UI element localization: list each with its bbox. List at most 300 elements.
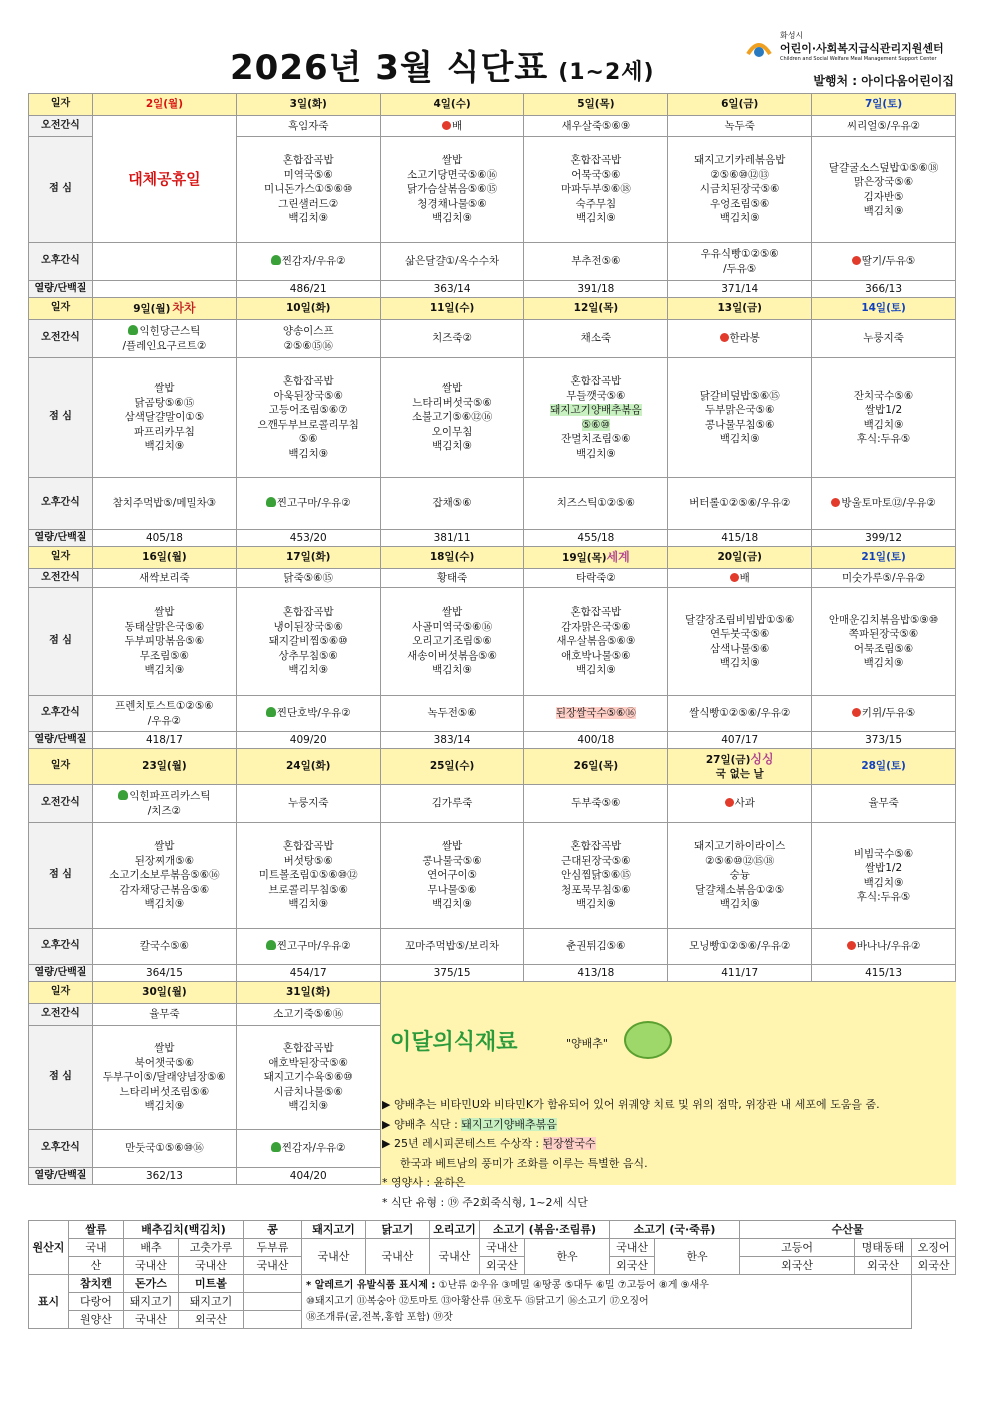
day-header	[380, 94, 524, 116]
pm-snack-text: 쌀식빵①②⑤⑥/우유②	[689, 707, 791, 720]
day-header	[380, 749, 524, 785]
origin-cell: 국내산	[302, 1239, 366, 1275]
energy-protein-text: 375/15	[433, 966, 471, 979]
page-title: 2026년 3월 식단표 (1~2세)	[230, 48, 655, 88]
ingredient-line1: ▶ 양배추는 비타민U와 비타민K가 함유되어 있어 위궤양 치료 및 위의 점막, 위장관 내 세포에 도움을 줌.	[382, 1098, 880, 1111]
origin-cell: 다랑어	[69, 1293, 124, 1311]
pm-snack	[236, 929, 380, 965]
lunch-menu-text: 혼합잡곡밥 근대된장국⑤⑥ 안심찜닭⑤⑥⑮ 청포묵무침⑤⑥ 백김치⑨	[560, 840, 631, 911]
energy-protein-text: 415/13	[865, 966, 903, 979]
lunch-menu	[812, 358, 956, 478]
lunch-menu	[380, 137, 524, 243]
day-header	[236, 982, 380, 1004]
lunch-menu	[380, 823, 524, 929]
day-label: 31일(화)	[285, 986, 331, 999]
lunch-menu	[236, 823, 380, 929]
day-header	[524, 547, 668, 569]
day-header	[236, 547, 380, 569]
origin-header: 수산물	[740, 1221, 956, 1239]
lunch-menu-text: 잔치국수⑤⑥ 쌀밥1/2 백김치⑨ 후식:두유⑤	[853, 389, 914, 445]
origin-cell: 국내산	[366, 1239, 430, 1275]
holiday-cell: 대체공휴일	[93, 116, 237, 243]
lunch-line: 잔멸치조림⑤⑥	[561, 433, 631, 445]
ingredient-line2: ▶ 양배추 식단 : 돼지고기양배추볶음	[382, 1117, 557, 1131]
row-label: 오후간식	[29, 478, 93, 530]
am-snack	[668, 569, 812, 588]
pm-snack-text: 잡채⑤⑥	[432, 497, 472, 510]
origin-cell: 두부류	[244, 1239, 302, 1257]
lunch-menu	[812, 588, 956, 696]
energy-protein-text: 400/18	[577, 733, 615, 746]
row-label: 오후간식	[29, 243, 93, 281]
am-snack-text: 새우살죽⑤⑥⑨	[561, 119, 631, 132]
row-label: 점 심	[29, 137, 93, 243]
lunch-menu-text: 혼합잡곡밥 어묵국⑤⑥ 마파두부⑤⑥⑱ 숙주무침 백김치⑨	[560, 154, 631, 225]
origin-header: 쌀류	[69, 1221, 124, 1239]
origin-cell: 오징어	[912, 1239, 956, 1257]
row-label: 열량/단백질	[29, 965, 93, 982]
lunch-menu	[668, 358, 812, 478]
pm-snack	[93, 478, 237, 530]
display-label: 표시	[29, 1275, 69, 1329]
day-tag: 세계	[606, 549, 630, 564]
am-snack-text: 누룽지죽	[287, 797, 329, 810]
ingredient-line3: ▶ 25년 레시피콘테스트 수상작 : 된장쌀국수	[382, 1137, 596, 1150]
energy-protein-text: 455/18	[577, 531, 615, 544]
origin-header: 소고기 (볶음·조림류)	[480, 1221, 610, 1239]
pm-snack-text: 모닝빵①②⑤⑥/우유②	[689, 940, 791, 953]
am-snack-text: 누룽지죽	[863, 332, 904, 345]
pm-snack	[524, 243, 668, 281]
pm-snack-text: 칼국수⑤⑥	[139, 940, 190, 953]
day-label: 27일(금)	[705, 753, 751, 766]
row-label: 점 심	[29, 358, 93, 478]
org-name: 어린이·사회복지급식관리지원센터	[780, 42, 944, 55]
origin-header: 참치캔	[69, 1275, 124, 1293]
lunch-menu-text: 돼지고기하이라이스 ②⑤⑥⑩⑫⑮⑱ 숭늉 달걀채소볶음①②⑤ 백김치⑨	[694, 840, 786, 911]
energy-protein-text: 409/20	[289, 733, 327, 746]
pm-snack	[236, 478, 380, 530]
origin-cell: 국내	[69, 1239, 124, 1257]
origin-cell: 산	[69, 1257, 124, 1275]
apple-icon	[730, 573, 739, 582]
lunch-menu	[524, 588, 668, 696]
energy-protein	[236, 1168, 380, 1185]
day-header	[812, 298, 956, 320]
origin-cell: 돼지고기	[124, 1293, 179, 1311]
energy-protein-text: 453/20	[289, 531, 327, 544]
origin-cell: 명태동태	[855, 1239, 912, 1257]
row-label: 열량/단백질	[29, 1168, 93, 1185]
lunch-line: ⑤⑥⑩	[581, 418, 611, 431]
pm-snack	[93, 696, 237, 732]
apple-icon	[442, 121, 451, 130]
lunch-menu-text: 돼지고기카레볶음밥 ②⑤⑥⑩⑫⑬ 시금치된장국⑤⑥ 우엉조림⑤⑥ 백김치⑨	[694, 154, 786, 225]
pm-snack-text: 꼬마주먹밥⑤/보리차	[405, 940, 500, 953]
energy-protein	[236, 281, 380, 298]
pm-snack	[812, 478, 956, 530]
lunch-menu-text: 쌀밥 사골미역국⑤⑥⑯ 오리고기조림⑤⑥ 새송이버섯볶음⑤⑥ 백김치⑨	[407, 606, 497, 677]
am-snack	[236, 116, 380, 137]
energy-protein	[812, 732, 956, 749]
lunch-menu	[93, 823, 237, 929]
day-header	[524, 749, 668, 785]
pm-snack	[812, 243, 956, 281]
pm-snack	[380, 696, 524, 732]
day-header	[812, 547, 956, 569]
origin-cell: 국내산	[124, 1257, 179, 1275]
am-snack-text: 율무죽	[149, 1008, 180, 1021]
lunch-menu-text: 혼합잡곡밥 애호박된장국⑤⑥ 돼지고기수육⑤⑥⑩ 시금치나물⑤⑥ 백김치⑨	[263, 1042, 353, 1113]
origin-cell: 고춧가루	[179, 1239, 244, 1257]
day-header	[236, 749, 380, 785]
energy-protein-text: 363/14	[433, 282, 471, 295]
energy-protein	[380, 732, 524, 749]
day-header	[93, 94, 237, 116]
energy-protein	[812, 281, 956, 298]
energy-protein-text: 399/12	[865, 531, 903, 544]
lunch-menu-text: 혼합잡곡밥 감자맑은국⑤⑥ 새우살볶음⑤⑥⑨ 애호박나물⑤⑥ 백김치⑨	[556, 606, 636, 677]
am-snack	[524, 116, 668, 137]
cabbage-icon	[624, 1021, 672, 1059]
row-label: 오전간식	[29, 785, 93, 823]
pm-snack	[524, 696, 668, 732]
origin-cell: 한우	[655, 1239, 740, 1275]
am-snack-text: 사과	[734, 797, 755, 810]
pm-snack-text: 삶은달걀①/옥수수차	[405, 255, 500, 268]
day-label: 17일(화)	[285, 551, 331, 564]
row-label: 오전간식	[29, 320, 93, 358]
pm-snack-text: 찐고구마/우유②	[276, 497, 351, 510]
pm-snack	[812, 696, 956, 732]
pm-snack	[812, 929, 956, 965]
origin-header: 미트볼	[179, 1275, 244, 1293]
energy-protein	[380, 281, 524, 298]
lunch-menu	[668, 588, 812, 696]
tree-icon	[266, 497, 276, 507]
origin-cell: 배추	[124, 1239, 179, 1257]
day-header	[668, 547, 812, 569]
am-snack-text: 치즈죽②	[432, 332, 472, 345]
lunch-menu-text: 비빔국수⑤⑥ 쌀밥1/2 백김치⑨ 후식:두유⑤	[853, 847, 914, 903]
origin-header: 돼지고기	[302, 1221, 366, 1239]
lunch-menu-text: 쌀밥 북어챗국⑤⑥ 두부구이⑤/달래양념장⑤⑥ 느타리버섯조림⑤⑥ 백김치⑨	[102, 1042, 226, 1113]
origin-table	[28, 1220, 956, 1329]
origin-cell: 외국산	[610, 1257, 655, 1275]
energy-protein-text: 381/11	[433, 531, 471, 544]
day-label: 6일(금)	[721, 98, 759, 111]
am-snack	[668, 116, 812, 137]
origin-cell: 고등어	[740, 1239, 855, 1257]
pm-snack	[236, 243, 380, 281]
day-header	[524, 298, 668, 320]
day-header	[380, 547, 524, 569]
day-header	[668, 94, 812, 116]
am-snack	[93, 785, 237, 823]
org-logo	[744, 30, 956, 70]
day-header	[668, 298, 812, 320]
energy-protein	[668, 281, 812, 298]
am-snack-text: 익힌파프리카스틱 /치즈②	[129, 790, 211, 817]
day-label: 16일(월)	[142, 551, 187, 564]
energy-protein	[93, 530, 237, 547]
energy-protein-text: 418/17	[145, 733, 183, 746]
am-snack	[668, 785, 812, 823]
origin-cell: 국내산	[610, 1239, 655, 1257]
day-header	[812, 749, 956, 785]
lunch-menu-text: 달걀굴소스덮밥①⑤⑥⑱ 맑은장국⑤⑥ 김자반⑤ 백김치⑨	[828, 161, 939, 217]
energy-protein-text: 391/18	[577, 282, 615, 295]
row-label: 오전간식	[29, 569, 93, 588]
lunch-menu-text: 안매운김치볶음밥⑤⑨⑩ 쪽파된장국⑤⑥ 어묵조림⑤⑥ 백김치⑨	[828, 613, 939, 669]
day-header	[380, 298, 524, 320]
lunch-menu	[668, 137, 812, 243]
org-eng: Children and Social Welfare Meal Management Support Center	[780, 56, 937, 62]
day-label: 13일(금)	[717, 302, 762, 315]
am-snack-text: 미숫가루⑤/우유②	[841, 571, 926, 584]
day-label: 7일(토)	[864, 98, 903, 111]
am-snack	[812, 785, 956, 823]
pm-snack-text: 부추전⑤⑥	[571, 255, 621, 268]
day-label: 30일(월)	[142, 986, 187, 999]
day-label: 3일(화)	[289, 98, 327, 111]
tree-icon	[271, 1142, 281, 1152]
day-label: 20일(금)	[717, 551, 762, 564]
row-label: 오후간식	[29, 1130, 93, 1168]
origin-cell: 한우	[525, 1239, 610, 1275]
am-snack-text: 한라봉	[729, 332, 760, 345]
am-snack	[380, 116, 524, 137]
day-header	[524, 94, 668, 116]
energy-protein-text: 404/20	[289, 1169, 327, 1182]
am-snack-text: 율무죽	[868, 797, 899, 810]
day-label: 23일(월)	[142, 760, 187, 773]
publisher: 발행처 : 아이다움어린이집	[813, 74, 954, 88]
ingredient-line4: 한국과 베트남의 풍미가 조화를 이루는 특별한 음식.	[400, 1156, 648, 1170]
lunch-line: 혼합잡곡밥	[570, 375, 622, 387]
row-label: 일자	[29, 547, 93, 569]
tree-icon	[118, 790, 128, 800]
lunch-line: 무들깻국⑤⑥	[566, 389, 626, 402]
row-label: 오전간식	[29, 1004, 93, 1026]
origin-cell: 원양산	[69, 1311, 124, 1329]
pm-snack-text: 찐고구마/우유②	[276, 940, 351, 953]
ingredient-of-month	[380, 1011, 956, 1220]
row-label: 점 심	[29, 823, 93, 929]
day-header	[93, 749, 237, 785]
pm-snack	[380, 243, 524, 281]
energy-protein-text: 362/13	[145, 1169, 183, 1182]
day-header	[93, 298, 237, 320]
am-snack	[236, 569, 380, 588]
pm-snack-text: 딸기/두유⑤	[861, 255, 916, 268]
am-snack-text: 씨리얼⑤/우유②	[847, 119, 921, 132]
logo-icon	[744, 34, 774, 60]
lunch-menu-text: 혼합잡곡밥 냉이된장국⑤⑥ 돼지갈비찜⑤⑥⑩ 상추무침⑤⑥ 백김치⑨	[268, 606, 348, 677]
pm-snack	[93, 1130, 237, 1168]
day-header	[668, 749, 812, 785]
pm-snack	[380, 929, 524, 965]
pm-snack-text: 찐감자/우유②	[281, 1142, 346, 1155]
day-label: 10일(화)	[285, 302, 331, 315]
energy-protein	[812, 530, 956, 547]
lunch-menu-text: 혼합잡곡밥 버섯탕⑤⑥ 미트볼조림①⑤⑥⑩⑫ 브로콜리무침⑤⑥ 백김치⑨	[258, 840, 358, 911]
am-snack	[93, 569, 237, 588]
lunch-menu	[380, 588, 524, 696]
day-label: 4일(수)	[433, 98, 471, 111]
row-label: 오전간식	[29, 116, 93, 137]
pm-snack	[93, 929, 237, 965]
ingredient-name: "양배추"	[566, 1037, 608, 1050]
am-snack-text: 소고기죽⑤⑥⑯	[273, 1008, 344, 1021]
am-snack	[812, 116, 956, 137]
energy-protein-text: 413/18	[577, 966, 615, 979]
pm-snack-text: 프렌치토스트①②⑤⑥ /우유②	[115, 700, 214, 727]
am-snack-text: 새싹보리죽	[139, 571, 190, 584]
empty-cell	[93, 281, 237, 298]
lunch-menu	[93, 588, 237, 696]
row-label: 일자	[29, 94, 93, 116]
pm-snack-text: 춘권튀김⑤⑥	[566, 940, 626, 953]
am-snack	[93, 320, 237, 358]
day-label: 12일(목)	[573, 302, 619, 315]
lunch-menu-text: 쌀밥 느타리버섯국⑤⑥ 소불고기⑤⑥⑫⑯ 오이무침 백김치⑨	[411, 382, 493, 453]
day-tag: 차차	[172, 300, 196, 315]
am-snack	[380, 569, 524, 588]
energy-protein	[236, 965, 380, 982]
energy-protein-text: 383/14	[433, 733, 471, 746]
lunch-menu	[236, 358, 380, 478]
origin-cell: 국내산	[480, 1239, 525, 1257]
energy-protein	[668, 732, 812, 749]
lunch-menu-text: 쌀밥 소고기당면국⑤⑥⑯ 닭가슴살볶음⑤⑥⑮ 청경채나물⑤⑥ 백김치⑨	[406, 154, 498, 225]
energy-protein	[812, 965, 956, 982]
energy-protein	[668, 530, 812, 547]
day-label: 25일(수)	[429, 760, 475, 773]
energy-protein	[524, 530, 668, 547]
energy-protein-text: 411/17	[721, 966, 759, 979]
am-snack	[380, 785, 524, 823]
am-snack	[236, 785, 380, 823]
lunch-menu	[812, 823, 956, 929]
day-tag: 싱싱	[750, 751, 774, 766]
energy-protein-text: 415/18	[721, 531, 759, 544]
am-snack-text: 익힌당근스틱 /플레인요구르트②	[122, 325, 207, 352]
lunch-menu	[236, 588, 380, 696]
tree-icon	[128, 325, 138, 335]
energy-protein	[236, 732, 380, 749]
lunch-menu	[93, 358, 237, 478]
energy-protein-text: 366/13	[865, 282, 903, 295]
day-header	[93, 547, 237, 569]
origin-cell: 국내산	[179, 1257, 244, 1275]
pm-snack-text: 방울토마토⑫/우유②	[841, 497, 936, 510]
energy-protein	[380, 530, 524, 547]
lunch-menu-text: 혼합잡곡밥 미역국⑤⑥ 미니돈가스①⑤⑥⑩ 그린샐러드② 백김치⑨	[264, 154, 353, 225]
energy-protein-text: 454/17	[289, 966, 327, 979]
am-snack	[524, 569, 668, 588]
day-header	[236, 298, 380, 320]
pm-snack	[668, 929, 812, 965]
pm-snack	[524, 478, 668, 530]
am-snack	[524, 785, 668, 823]
energy-protein	[524, 281, 668, 298]
day-note: 국 없는 날	[715, 768, 764, 780]
lunch-menu-text: 혼합잡곡밥 아욱된장국⑤⑥ 고등어조림⑤⑥⑦ 으깬두부브로콜리무침 ⑤⑥ 백김치⑨	[257, 375, 359, 460]
am-snack-text: 배	[739, 571, 750, 584]
pm-snack	[668, 696, 812, 732]
allergy-legend: * 알레르기 유발식품 표시제 : ①난류 ②우유 ③메밀 ④땅콩 ⑤대두 ⑥밀 ⑦고등어 ⑧게 ⑨새우 ⑩돼지고기 ⑪복숭아 ⑫토마토 ⑬아황산류 ⑭호두 ⑮닭고기 ⑯소고기 ⑰오징어 ⑱조개류(굴,전복,홍합 포함) ⑲잣	[302, 1275, 912, 1329]
pm-snack-text: 만둣국①⑤⑥⑩⑯	[125, 1142, 204, 1155]
am-snack-text: 닭죽⑤⑥⑮	[283, 571, 334, 584]
energy-protein-text: 364/15	[145, 966, 183, 979]
pm-snack-text: 참치주먹밥⑤/메밀차③	[112, 497, 217, 510]
day-label: 9일(월)	[133, 302, 171, 315]
origin-cell: 국내산	[124, 1311, 179, 1329]
day-label: 2일(월)	[145, 98, 184, 111]
am-snack	[93, 1004, 237, 1026]
origin-header: 오리고기	[430, 1221, 480, 1239]
energy-protein	[93, 732, 237, 749]
energy-protein	[236, 530, 380, 547]
pm-snack-text: 치즈스틱①②⑤⑥	[556, 497, 636, 510]
apple-icon	[725, 798, 734, 807]
tree-icon	[266, 940, 276, 950]
origin-header: 소고기 (국·죽류)	[610, 1221, 740, 1239]
lunch-menu	[236, 1026, 380, 1130]
origin-cell: 국내산	[244, 1257, 302, 1275]
apple-icon	[852, 256, 861, 265]
am-snack-text: 배	[451, 119, 463, 132]
row-label: 일자	[29, 982, 93, 1004]
am-snack	[380, 320, 524, 358]
am-snack-text: 김가루죽	[431, 797, 473, 810]
pm-snack-text: 우유식빵①②⑤⑥ /두유⑤	[700, 248, 779, 275]
energy-protein-text: 371/14	[721, 282, 759, 295]
row-label: 열량/단백질	[29, 281, 93, 298]
origin-header: 콩	[244, 1221, 302, 1239]
ingredient-line6: * 식단 유형 : ⑲ 주2회죽식형, 1~2세 식단	[382, 1195, 588, 1209]
row-label: 오후간식	[29, 696, 93, 732]
lunch-menu-text: 달걀장조림비빔밥①⑤⑥ 연두붓국⑤⑥ 삼색나물⑤⑥ 백김치⑨	[685, 613, 795, 669]
day-label: 18일(수)	[429, 551, 475, 564]
org-city: 화성시	[780, 31, 804, 40]
pm-snack-text: 된장쌀국수⑤⑥⑯	[555, 707, 636, 720]
day-label: 24일(화)	[285, 760, 331, 773]
am-snack-text: 황태죽	[436, 571, 468, 584]
day-header	[93, 982, 237, 1004]
apple-icon	[831, 498, 840, 507]
am-snack	[524, 320, 668, 358]
row-label: 점 심	[29, 1026, 93, 1130]
day-label: 21일(토)	[861, 551, 906, 564]
am-snack-text: 채소죽	[580, 332, 612, 345]
day-label: 14일(토)	[861, 302, 906, 315]
lunch-menu	[812, 137, 956, 243]
lunch-menu	[524, 358, 668, 478]
pm-snack-text: 키위/두유⑤	[861, 707, 916, 720]
am-snack	[668, 320, 812, 358]
day-header	[812, 94, 956, 116]
lunch-menu	[236, 137, 380, 243]
origin-cell: 외국산	[480, 1257, 525, 1275]
am-snack-text: 녹두죽	[724, 119, 755, 132]
row-label: 일자	[29, 298, 93, 320]
pm-snack	[236, 1130, 380, 1168]
lunch-line: 돼지고기양배추볶음	[550, 404, 642, 416]
tree-icon	[266, 707, 276, 717]
pm-snack-text: 녹두전⑤⑥	[427, 707, 477, 720]
